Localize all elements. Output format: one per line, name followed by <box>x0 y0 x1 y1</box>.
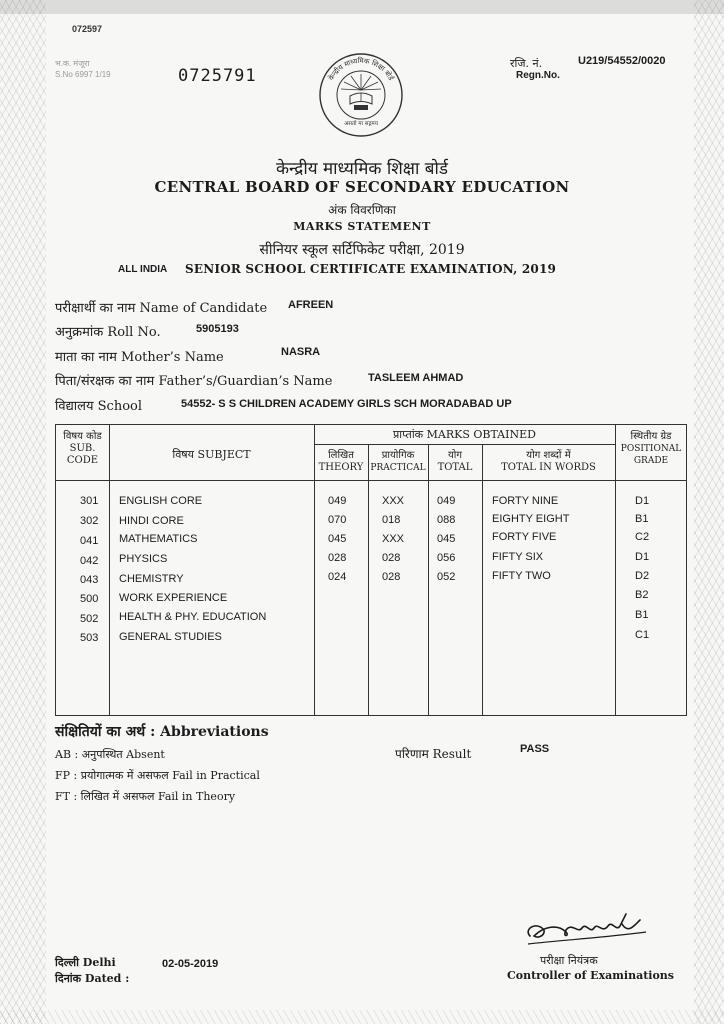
col-divider <box>428 445 429 715</box>
header-total-in-words-hi: योग शब्दों में <box>526 450 571 461</box>
mother-name-label-hi: माता का नाम <box>55 350 117 365</box>
school-label <box>55 396 142 414</box>
header-theory <box>314 450 368 474</box>
total-in-words: FORTY FIVE <box>492 531 557 543</box>
header-subject: विषय SUBJECT <box>172 448 251 461</box>
abbr-fail-theory: FT : लिखित में असफल Fail in Theory <box>55 790 236 803</box>
positional-grade: C1 <box>635 629 650 641</box>
sub-code: 042 <box>80 555 99 567</box>
positional-grade: C2 <box>635 531 650 543</box>
header-sub-code <box>56 431 109 467</box>
subject-name: WORK EXPERIENCE <box>119 592 228 604</box>
theory-marks: 070 <box>328 514 347 526</box>
total-marks: 056 <box>437 552 456 564</box>
header-grade-en1: POSITIONAL <box>620 444 682 454</box>
regn-number: U219/54552/0020 <box>578 55 666 67</box>
practical-marks: XXX <box>382 533 405 545</box>
header-sub-code-en2: CODE <box>66 455 99 466</box>
sub-code: 302 <box>80 515 99 527</box>
abbr-absent: AB : अनुपस्थित Absent <box>55 748 165 761</box>
marks-table <box>55 424 687 716</box>
header-total-in-words <box>482 450 615 474</box>
header-divider <box>56 480 686 481</box>
header-total <box>428 450 482 474</box>
total-in-words: FORTY NINE <box>492 495 559 507</box>
header-practical <box>368 450 428 474</box>
roll-no: 5905193 <box>196 323 239 335</box>
bottom-guilloche-border <box>0 1010 724 1024</box>
regn-label-hi: रजि. नं. <box>510 57 543 70</box>
header-positional-grade <box>615 431 687 467</box>
header-sub-code-hi: विषय कोड <box>63 431 102 442</box>
sub-code: 502 <box>80 613 99 625</box>
total-in-words: FIFTY TWO <box>492 570 551 582</box>
result-value: PASS <box>520 743 550 755</box>
header-total-in-words-en: TOTAL IN WORDS <box>501 462 596 473</box>
positional-grade: D1 <box>635 495 650 507</box>
col-divider <box>482 445 483 715</box>
positional-grade: D2 <box>635 570 650 582</box>
sub-code: 043 <box>80 574 99 586</box>
cbse-emblem-icon <box>318 52 404 138</box>
subject-name: HINDI CORE <box>119 515 184 527</box>
abbreviations-title: संक्षितियों का अर्थ : Abbreviations <box>55 724 269 740</box>
mother-name-label <box>55 347 224 365</box>
certificate-number: 0725791 <box>178 66 257 86</box>
practical-marks: XXX <box>382 495 405 507</box>
header-total-en: TOTAL <box>437 462 473 473</box>
faded-stamp-line1: भ.क. मंजूरा <box>55 59 90 68</box>
father-name-label-hi: पिता/संरक्षक का नाम <box>55 374 155 389</box>
exam-title-en: SENIOR SCHOOL CERTIFICATE EXAMINATION, 2019 <box>185 262 557 276</box>
positional-grade: D1 <box>635 551 650 563</box>
exam-title-hi: सीनियर स्कूल सर्टिफिकेट परीक्षा, 2019 <box>259 242 465 258</box>
emblem-top-text: केन्द्रीय माध्यमिक शिक्षा बोर्ड <box>327 56 395 82</box>
school-name: 54552- S S CHILDREN ACADEMY GIRLS SCH MORADABAD UP <box>181 398 512 410</box>
roll-no-label <box>55 322 161 340</box>
candidate-name-label-en: Name of Candidate <box>139 301 268 316</box>
positional-grade: B2 <box>635 589 649 601</box>
total-marks: 049 <box>437 495 456 507</box>
row-divider <box>314 444 615 445</box>
father-name-label-en: Father’s/Guardian’s Name <box>158 374 333 389</box>
header-total-hi: योग <box>447 450 463 461</box>
subject-name: ENGLISH CORE <box>119 495 203 507</box>
result-label: परिणाम Result <box>395 747 472 761</box>
subject-name: PHYSICS <box>119 553 168 565</box>
statement-title-hi: अंक विवरणिका <box>328 203 396 217</box>
subject-name: GENERAL STUDIES <box>119 631 222 643</box>
mother-name: NASRA <box>281 346 321 358</box>
sub-code: 301 <box>80 495 99 507</box>
regn-label-en: Regn.No. <box>516 70 560 81</box>
right-guilloche-border <box>694 0 724 1024</box>
theory-marks: 028 <box>328 552 347 564</box>
controller-title-en: Controller of Examinations <box>507 969 674 982</box>
total-marks: 052 <box>437 571 456 583</box>
header-theory-hi: लिखित <box>328 450 354 461</box>
emblem-motto: असतो मा सद्गमय <box>344 121 378 127</box>
practical-marks: 028 <box>382 571 401 583</box>
header-practical-hi: प्रायोगिक <box>381 450 415 461</box>
theory-marks: 045 <box>328 533 347 545</box>
candidate-name-label-hi: परीक्षार्थी का नाम <box>55 301 136 316</box>
subject-name: HEALTH & PHY. EDUCATION <box>119 611 267 623</box>
col-divider <box>368 445 369 715</box>
theory-marks: 049 <box>328 495 347 507</box>
candidate-name: AFREEN <box>288 299 334 311</box>
school-label-hi: विद्यालय <box>55 399 94 414</box>
header-sub-code-en1: SUB. <box>69 443 96 454</box>
positional-grade: B1 <box>635 609 649 621</box>
sub-code: 041 <box>80 535 99 547</box>
faded-stamp-line2: S.No 6997 1/19 <box>55 70 111 79</box>
total-marks: 088 <box>437 514 456 526</box>
left-guilloche-border <box>0 0 46 1024</box>
top-border <box>0 0 724 14</box>
total-in-words: FIFTY SIX <box>492 551 544 563</box>
mother-name-label-en: Mother’s Name <box>121 350 224 365</box>
total-in-words: EIGHTY EIGHT <box>492 513 570 525</box>
board-name-en: CENTRAL BOARD OF SECONDARY EDUCATION <box>154 178 570 196</box>
theory-marks: 024 <box>328 571 347 583</box>
header-grade-hi: स्थितीय ग्रेड <box>630 431 672 442</box>
sub-code: 503 <box>80 632 99 644</box>
statement-title-en: MARKS STATEMENT <box>293 220 431 233</box>
subject-name: CHEMISTRY <box>119 573 184 585</box>
father-name: TASLEEM AHMAD <box>368 372 464 384</box>
roll-no-label-hi: अनुक्रमांक <box>55 325 104 340</box>
practical-marks: 018 <box>382 514 401 526</box>
dated-label: दिनांक Dated : <box>55 972 130 985</box>
header-theory-en: THEORY <box>318 462 364 473</box>
header-practical-en: PRACTICAL <box>370 463 426 473</box>
controller-signature-icon <box>522 906 650 954</box>
place-delhi: दिल्ली Delhi <box>55 956 116 969</box>
col-divider <box>615 425 616 715</box>
candidate-name-label <box>55 298 267 316</box>
issue-date: 02-05-2019 <box>162 958 219 970</box>
subject-name: MATHEMATICS <box>119 533 198 545</box>
controller-title-hi: परीक्षा नियंत्रक <box>540 954 598 967</box>
col-divider <box>109 425 110 715</box>
practical-marks: 028 <box>382 552 401 564</box>
abbr-fail-practical: FP : प्रयोगात्मक में असफल Fail in Practical <box>55 769 260 782</box>
faded-stamp <box>55 58 111 80</box>
top-serial: 072597 <box>72 24 103 34</box>
sub-code: 500 <box>80 593 99 605</box>
header-marks-obtained: प्राप्तांक MARKS OBTAINED <box>393 428 536 441</box>
total-marks: 045 <box>437 533 456 545</box>
father-name-label <box>55 371 332 389</box>
board-name-hi: केन्द्रीय माध्यमिक शिक्षा बोर्ड <box>275 159 449 179</box>
positional-grade: B1 <box>635 513 649 525</box>
school-label-en: School <box>97 399 143 414</box>
all-india-label: ALL INDIA <box>118 264 168 275</box>
header-grade-en2: GRADE <box>633 456 669 466</box>
roll-no-label-en: Roll No. <box>107 325 161 340</box>
